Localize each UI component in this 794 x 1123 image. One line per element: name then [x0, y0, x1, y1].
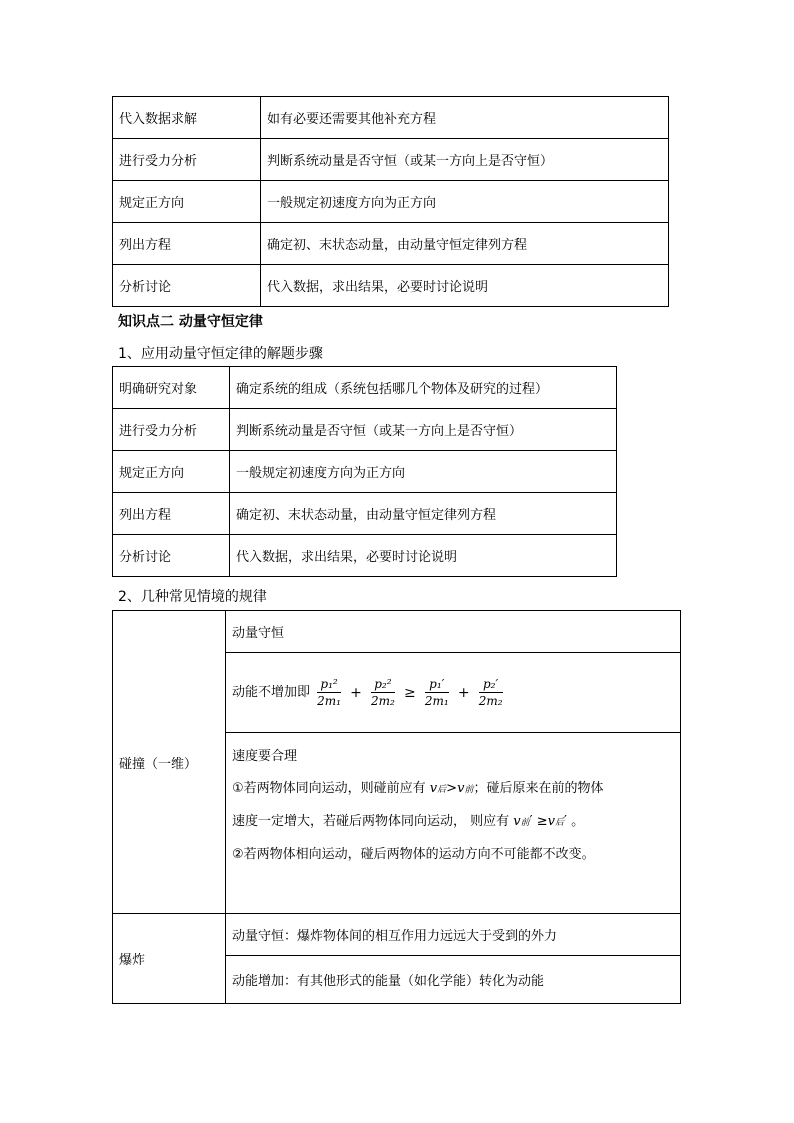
- rule-text: ①若两物体同向运动，则碰前应有: [232, 781, 426, 796]
- table-row: [113, 451, 617, 493]
- speed-rule-1: [232, 773, 674, 806]
- fraction-term: [479, 676, 503, 709]
- collision-label: 碰撞（一维）: [113, 611, 226, 914]
- row-value: 一般规定初速度方向为正方向: [230, 451, 617, 493]
- geq-sign: ≥: [536, 814, 548, 829]
- top-table: [112, 96, 669, 307]
- plus-sign: +: [457, 684, 470, 701]
- row-value: 确定初、末状态动量，由动量守恒定律列方程: [230, 493, 617, 535]
- table-row: [113, 97, 669, 139]
- rules-table: [112, 610, 681, 1004]
- row-label: 进行受力分析: [113, 139, 261, 181]
- row-value: 如有必要还需要其他补充方程: [261, 97, 669, 139]
- fraction-term: [371, 676, 395, 709]
- explosion-label: 爆炸: [113, 914, 226, 1004]
- row-label: 代入数据求解: [113, 97, 261, 139]
- section-title: 知识点二 动量守恒定律: [118, 314, 263, 330]
- speed-rule-2: [232, 806, 674, 839]
- table-row: [113, 535, 617, 577]
- row-label: 列出方程: [113, 493, 230, 535]
- geq-sign: ≥: [403, 684, 416, 701]
- speed-title: 速度要合理: [232, 749, 298, 764]
- fraction-term: [317, 676, 341, 709]
- row-label: 进行受力分析: [113, 409, 230, 451]
- table-row: [113, 493, 617, 535]
- row-label: 列出方程: [113, 223, 261, 265]
- row-value: 确定系统的组成（系统包括哪几个物体及研究的过程）: [230, 367, 617, 409]
- table-row: [113, 223, 669, 265]
- subscript: 前: [520, 818, 530, 828]
- velocity-symbol: v: [513, 814, 521, 829]
- row-value: 一般规定初速度方向为正方向: [261, 181, 669, 223]
- fraction-numerator: p₂²: [371, 676, 395, 693]
- table-row: [113, 914, 681, 956]
- row-label: 规定正方向: [113, 181, 261, 223]
- velocity-symbol: v: [547, 814, 556, 829]
- fraction-term: [425, 676, 449, 709]
- subscript: 后: [555, 818, 565, 828]
- velocity-symbol: v: [457, 781, 465, 796]
- plus-sign: +: [350, 684, 362, 701]
- row-label: 分析讨论: [113, 265, 261, 307]
- speed-rule-3: ②若两物体相向运动，碰后两物体的运动方向不可能都不改变。: [232, 847, 595, 862]
- row-value: 判断系统动量是否守恒（或某一方向上是否守恒）: [230, 409, 617, 451]
- table-row: [113, 409, 617, 451]
- row-value: 代入数据，求出结果，必要时讨论说明: [230, 535, 617, 577]
- gt-sign: >: [446, 781, 458, 796]
- fraction-denominator: 2m₂: [371, 694, 395, 708]
- subscript: 前: [464, 785, 474, 795]
- steps-table: [112, 366, 617, 577]
- row-label: 明确研究对象: [113, 367, 230, 409]
- table-row: [113, 265, 669, 307]
- rule-text: 速度一定增大，若碰后两物体同向运动， 则应有: [232, 814, 510, 829]
- prime-mark: ′: [529, 814, 533, 829]
- velocity-symbol: v: [429, 781, 438, 796]
- fraction-numerator: p₂′: [479, 676, 503, 693]
- energy-prefix: 动能不增加即: [232, 685, 311, 700]
- collision-speed: [226, 733, 681, 914]
- explosion-momentum: 动量守恒：爆炸物体间的相互作用力远远大于受到的外力: [226, 914, 681, 956]
- steps-subtitle: 1、应用动量守恒定律的解题步骤: [118, 346, 323, 362]
- table-row: [113, 367, 617, 409]
- table-row: [113, 139, 669, 181]
- row-label: 分析讨论: [113, 535, 230, 577]
- collision-energy: [226, 653, 681, 733]
- fraction-denominator: 2m₁: [317, 694, 341, 708]
- rules-subtitle: 2、几种常见情境的规律: [118, 589, 267, 605]
- row-value: 判断系统动量是否守恒（或某一方向上是否守恒）: [261, 139, 669, 181]
- fraction-denominator: 2m₂: [478, 694, 503, 708]
- fraction-denominator: 2m₁: [424, 694, 449, 708]
- table-row: [113, 611, 681, 653]
- row-value: 代入数据，求出结果，必要时讨论说明: [261, 265, 669, 307]
- row-value: 确定初、末状态动量，由动量守恒定律列方程: [261, 223, 669, 265]
- subscript: 后: [437, 785, 447, 795]
- rule-text: ；碰后原来在前的物体: [473, 781, 604, 796]
- explosion-energy: 动能增加：有其他形式的能量（如化学能）转化为动能: [226, 956, 681, 1004]
- collision-momentum: 动量守恒: [226, 611, 681, 653]
- fraction-numerator: p₁²: [317, 676, 341, 693]
- table-row: [113, 181, 669, 223]
- row-label: 规定正方向: [113, 451, 230, 493]
- rule-end: ′ 。: [564, 814, 585, 829]
- fraction-numerator: p₁′: [425, 676, 449, 693]
